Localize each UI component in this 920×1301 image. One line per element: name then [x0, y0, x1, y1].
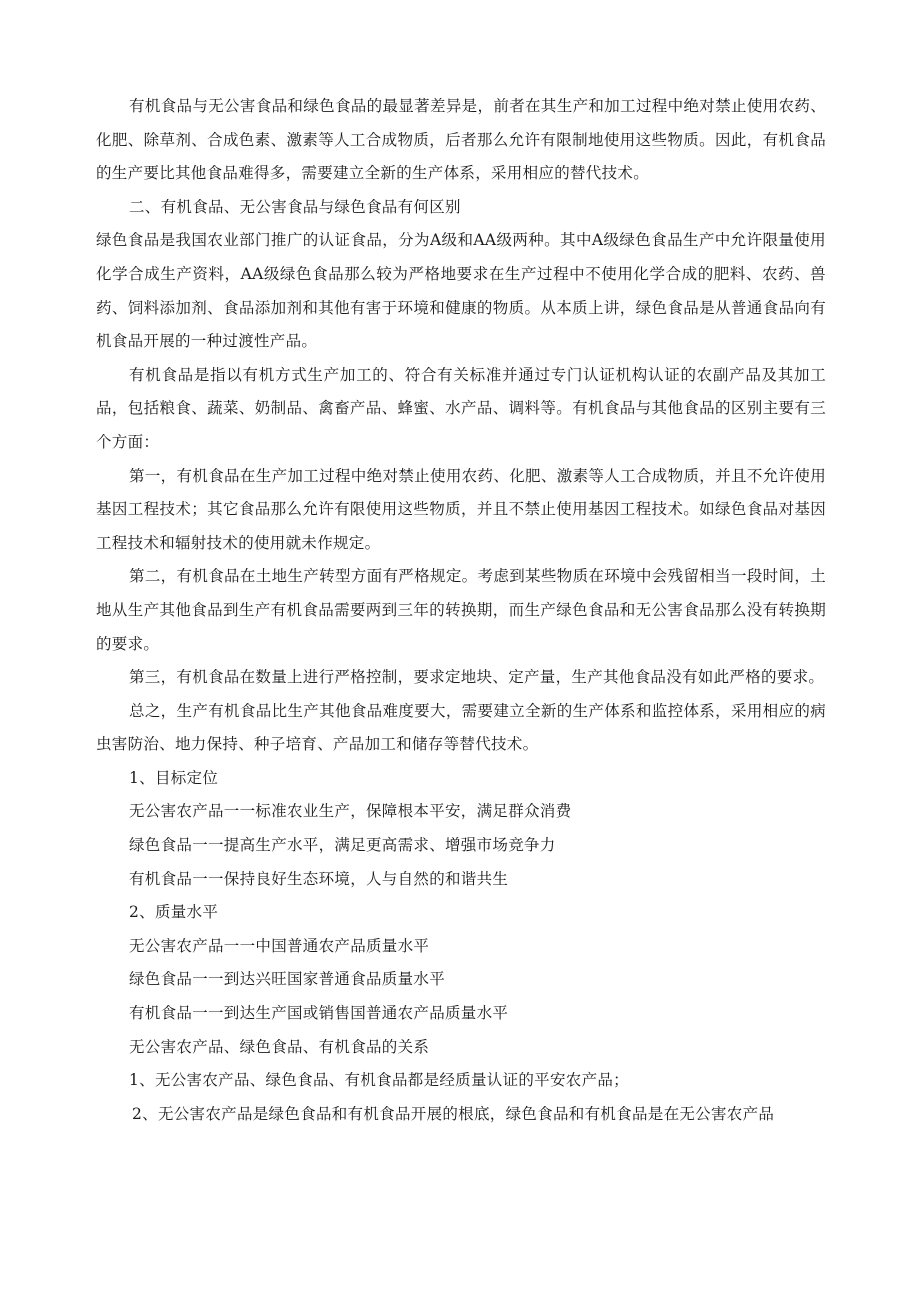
paragraph-second-difference: 第二，有机食品在土地生产转型方面有严格规定。考虑到某些物质在环境中会残留相当一段时间，土地从生产其他食品到生产有机食品需要两到三年的转换期，而生产绿色食品和无公害食品那么没有转换期的要求。 — [96, 567, 826, 653]
paragraph-green-food: 绿色食品是我国农业部门推广的认证食品，分为A级和AA级两种。其中A级绿色食品生产中允许限量使用化学合成生产资料，AA级绿色食品那么较为严格地要求在生产过程中不使用化学合成的肥料、农药、兽药、饲料添加剂、食品添加剂和其他有害于环境和健康的物质。从本质上讲，绿色食品是从普通食品向有机食品开展的一种过渡性产品。 — [96, 231, 826, 351]
list-item: 有机食品一一保持良好生态环境，人与自然的和谐共生 — [129, 869, 509, 888]
paragraph-first-difference: 第一，有机食品在生产加工过程中绝对禁止使用农药、化肥、激素等人工合成物质，并且不允许使用基因工程技术；其它食品那么允许有限使用这些物质，并且不禁止使用基因工程技术。如绿色食品对基因工程技术和辐射技术的使用就未作规定。 — [96, 466, 826, 552]
paragraph-third-difference: 第三，有机食品在数量上进行严格控制，要求定地块、定产量，生产其他食品没有如此严格的要求。 — [129, 668, 825, 687]
list-item: 绿色食品一一到达兴旺国家普通食品质量水平 — [129, 970, 446, 989]
list-item: 无公害农产品一一中国普通农产品质量水平 — [129, 936, 430, 955]
section-heading-2: 二、有机食品、无公害食品与绿色食品有何区别 — [129, 197, 461, 216]
list-item: 1、无公害农产品、绿色食品、有机食品都是经质量认证的平安农产品； — [129, 1071, 629, 1090]
list-heading-relation: 无公害农产品、绿色食品、有机食品的关系 — [129, 1037, 430, 1056]
list-heading-goal: 1、目标定位 — [129, 768, 219, 787]
paragraph-difference: 有机食品与无公害食品和绿色食品的最显著差异是，前者在其生产和加工过程中绝对禁止使用农药、化肥、除草剂、合成色素、激素等人工合成物质，后者那么允许有限制地使用这些物质。因此，有机食品的生产要比其他食品难得多，需要建立全新的生产体系，采用相应的替代技术。 — [96, 97, 826, 183]
list-item: 无公害农产品一一标准农业生产，保障根本平安，满足群众消费 — [129, 802, 572, 821]
paragraph-summary: 总之，生产有机食品比生产其他食品难度要大，需要建立全新的生产体系和监控体系，采用相应的病虫害防治、地力保持、种子培育、产品加工和储存等替代技术。 — [96, 701, 826, 754]
list-item: 有机食品一一到达生产国或销售国普通农产品质量水平 — [129, 1004, 509, 1023]
paragraph-organic-definition: 有机食品是指以有机方式生产加工的、符合有关标准并通过专门认证机构认证的农副产品及其加工品，包括粮食、蔬菜、奶制品、禽畜产品、蜂蜜、水产品、调料等。有机食品与其他食品的区别主要有三个方面： — [96, 365, 826, 451]
list-item: 2、无公害农产品是绿色食品和有机食品开展的根底，绿色食品和有机食品是在无公害农产品 — [132, 1104, 775, 1123]
list-item: 绿色食品一一提高生产水平，满足更高需求、增强市场竞争力 — [129, 836, 556, 855]
list-heading-quality: 2、质量水平 — [129, 903, 219, 922]
